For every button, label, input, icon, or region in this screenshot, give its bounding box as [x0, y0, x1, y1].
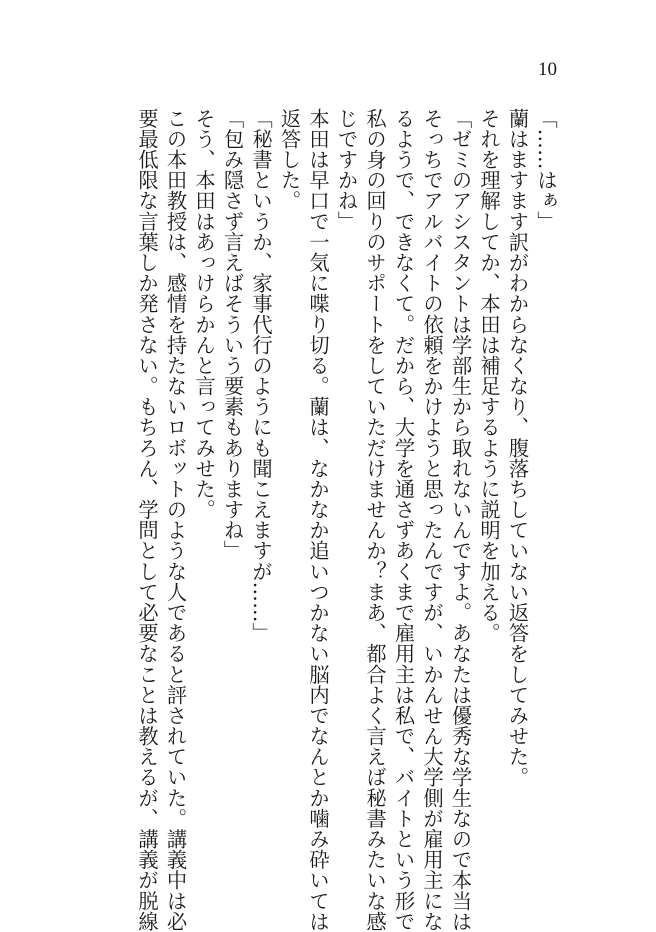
text-line: 本田は早口で一気に喋り切る。蘭は、なかなか追いつかない脳内でなんとか噛み砕いては: [306, 108, 330, 932]
text-line: そう、本田はあっけらかんと言ってみせた。: [192, 108, 216, 520]
body-text: [133, 108, 561, 932]
text-line: 「包み隠さず言えばそういう要素もありますね」: [220, 108, 245, 561]
text-line: 要最低限な言葉しか発さない。もちろん、学問として必要なことは教えるが、講義が脱線: [135, 108, 159, 932]
text-line: 「……はぁ」: [534, 108, 558, 232]
text-line: 私の身の回りのサポートをしていただけませんか？まあ、都合よく言えば秘書みたいな感: [363, 108, 387, 932]
text-line: 返答した。: [277, 108, 302, 211]
text-line: 「ゼミのアシスタントは学部生から取れないんですよ。あなたは優秀な学生なので本当は: [448, 108, 473, 932]
text-line: 「秘書というか、家事代行のようにも聞こえますが……」: [249, 108, 273, 644]
page-number: 10: [538, 59, 557, 80]
text-line: るようで、できなくて。だから、大学を通さずあくまで雇用主は私で、バイトという形で: [391, 108, 416, 932]
text-line: それを理解してか、本田は補足するように説明を加える。: [477, 108, 501, 644]
text-line: この本田教授は、感情を持たないロボットのような人であると評されていた。講義中は必: [163, 108, 188, 932]
text-line: じですかね」: [334, 108, 359, 232]
text-line: 蘭はますます訳がわからなくなり、腹落ちしていない返答をしてみせた。: [505, 108, 530, 788]
text-line: そっちでアルバイトの依頼をかけようと思ったんですが、いかんせん大学側が雇用主にな: [420, 108, 444, 932]
